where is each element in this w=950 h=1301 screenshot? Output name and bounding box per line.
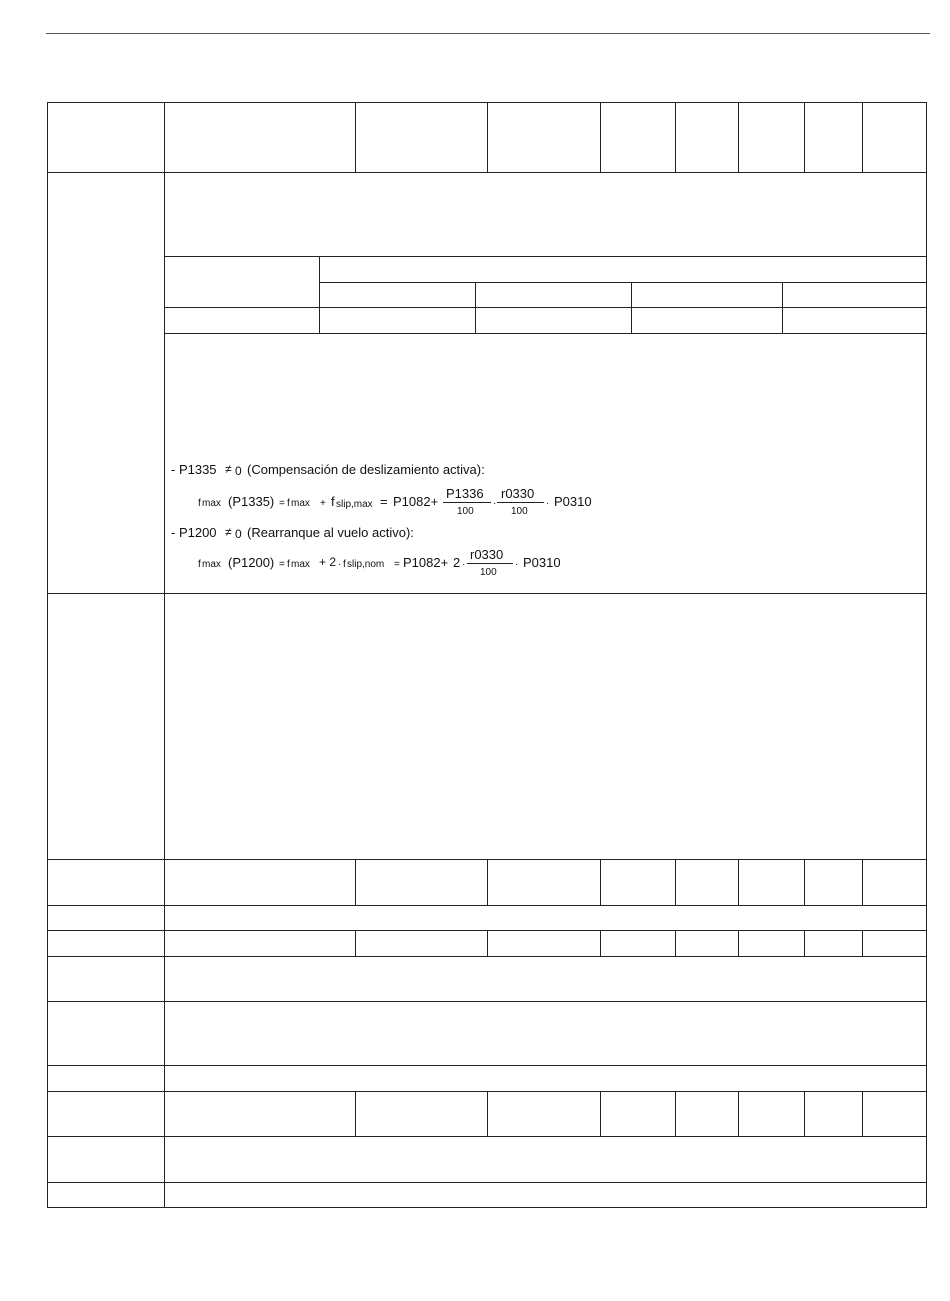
eq2-dot-1: · bbox=[462, 559, 466, 570]
col-line bbox=[675, 1091, 676, 1136]
col-line bbox=[804, 1091, 805, 1136]
eq1-max-sub2: max bbox=[291, 498, 310, 509]
col-line bbox=[738, 859, 739, 905]
eq2-max-sub2: max bbox=[291, 559, 310, 570]
row-line bbox=[47, 1065, 927, 1066]
col-line bbox=[355, 102, 356, 172]
row-line bbox=[47, 1207, 927, 1208]
condition-1-zero: 0 bbox=[235, 464, 242, 478]
eq2-equals-b: = bbox=[394, 559, 400, 570]
row-line bbox=[164, 256, 927, 257]
eq2-plus-two: + 2 bbox=[319, 555, 337, 569]
header-rule bbox=[46, 33, 930, 34]
col-line bbox=[862, 930, 863, 956]
eq1-fraction-bar-1 bbox=[443, 502, 491, 503]
eq1-f: f bbox=[198, 498, 201, 509]
eq2-slip-sub: slip,nom bbox=[347, 559, 385, 570]
col-line bbox=[600, 102, 601, 172]
col-line bbox=[600, 930, 601, 956]
eq2-f3: f bbox=[343, 559, 346, 570]
row-line bbox=[47, 905, 927, 906]
col-line bbox=[926, 102, 927, 1208]
eq1-max-sub: max bbox=[202, 498, 221, 509]
col-line bbox=[738, 1091, 739, 1136]
eq2-numerator: r0330 bbox=[470, 547, 504, 562]
col-line bbox=[319, 256, 320, 333]
col-line bbox=[738, 930, 739, 956]
eq1-fraction-bar-2 bbox=[497, 502, 544, 503]
condition-2-description: (Rearranque al vuelo activo): bbox=[247, 525, 414, 540]
col-line bbox=[355, 859, 356, 905]
eq1-tail: P0310 bbox=[554, 494, 592, 509]
eq2-dot-2: · bbox=[515, 559, 519, 570]
row-line bbox=[319, 282, 927, 283]
col-line bbox=[804, 102, 805, 172]
col-line bbox=[738, 102, 739, 172]
col-line bbox=[862, 1091, 863, 1136]
eq1-dot-2: · bbox=[546, 498, 550, 509]
eq1-f2: f bbox=[287, 498, 290, 509]
eq2-f2: f bbox=[287, 559, 290, 570]
condition-2-param: - P1200 bbox=[171, 525, 217, 540]
col-line bbox=[600, 859, 601, 905]
col-line bbox=[487, 1091, 488, 1136]
eq2-dot-0: · bbox=[338, 559, 342, 570]
eq1-arg: (P1335) bbox=[228, 494, 275, 509]
condition-1-description: (Compensación de deslizamiento activa): bbox=[247, 462, 485, 477]
col-line bbox=[675, 859, 676, 905]
condition-2-zero: 0 bbox=[235, 527, 242, 541]
eq2-p1082: P1082+ bbox=[403, 555, 449, 570]
eq1-denominator-1: 100 bbox=[457, 506, 474, 517]
row-line bbox=[47, 1136, 927, 1137]
col-line bbox=[600, 1091, 601, 1136]
col-line bbox=[675, 930, 676, 956]
eq2-equals: = bbox=[279, 559, 285, 570]
row-line bbox=[164, 307, 927, 308]
eq1-p1082: P1082+ bbox=[393, 494, 439, 509]
condition-1-param: - P1335 bbox=[171, 462, 217, 477]
eq1-f3: f bbox=[331, 494, 335, 509]
eq1-equals-b: = bbox=[380, 494, 388, 509]
col-line bbox=[475, 282, 476, 333]
eq2-max-sub: max bbox=[202, 559, 221, 570]
row-line bbox=[47, 956, 927, 957]
eq2-arg: (P1200) bbox=[228, 555, 275, 570]
eq2-two: 2 bbox=[453, 555, 461, 570]
col-line bbox=[862, 102, 863, 172]
col-line bbox=[487, 930, 488, 956]
col-line bbox=[782, 282, 783, 333]
eq1-numerator-2: r0330 bbox=[501, 486, 535, 501]
eq1-equals: = bbox=[279, 498, 285, 509]
row-line bbox=[47, 1182, 927, 1183]
col-line bbox=[804, 859, 805, 905]
col-line bbox=[487, 102, 488, 172]
eq2-f: f bbox=[198, 559, 201, 570]
eq1-dot-1: · bbox=[493, 498, 497, 509]
col-line bbox=[164, 102, 165, 1208]
row-line bbox=[164, 333, 927, 334]
eq1-numerator-1: P1336 bbox=[446, 486, 484, 501]
row-line bbox=[47, 1001, 927, 1002]
row-line bbox=[47, 172, 927, 173]
col-line bbox=[675, 102, 676, 172]
col-line bbox=[355, 930, 356, 956]
col-line bbox=[862, 859, 863, 905]
eq1-denominator-2: 100 bbox=[511, 506, 528, 517]
not-equal-symbol: ≠ bbox=[225, 462, 232, 476]
eq2-tail: P0310 bbox=[523, 555, 561, 570]
col-line bbox=[355, 1091, 356, 1136]
eq2-fraction-bar bbox=[467, 563, 513, 564]
col-line bbox=[487, 859, 488, 905]
eq1-slip-sub: slip,max bbox=[336, 499, 373, 510]
col-line bbox=[804, 930, 805, 956]
not-equal-symbol: ≠ bbox=[225, 525, 232, 539]
col-line bbox=[631, 282, 632, 333]
row-line bbox=[47, 593, 927, 594]
col-line bbox=[47, 102, 48, 1208]
eq1-plus: + bbox=[320, 498, 326, 509]
eq2-denominator: 100 bbox=[480, 567, 497, 578]
